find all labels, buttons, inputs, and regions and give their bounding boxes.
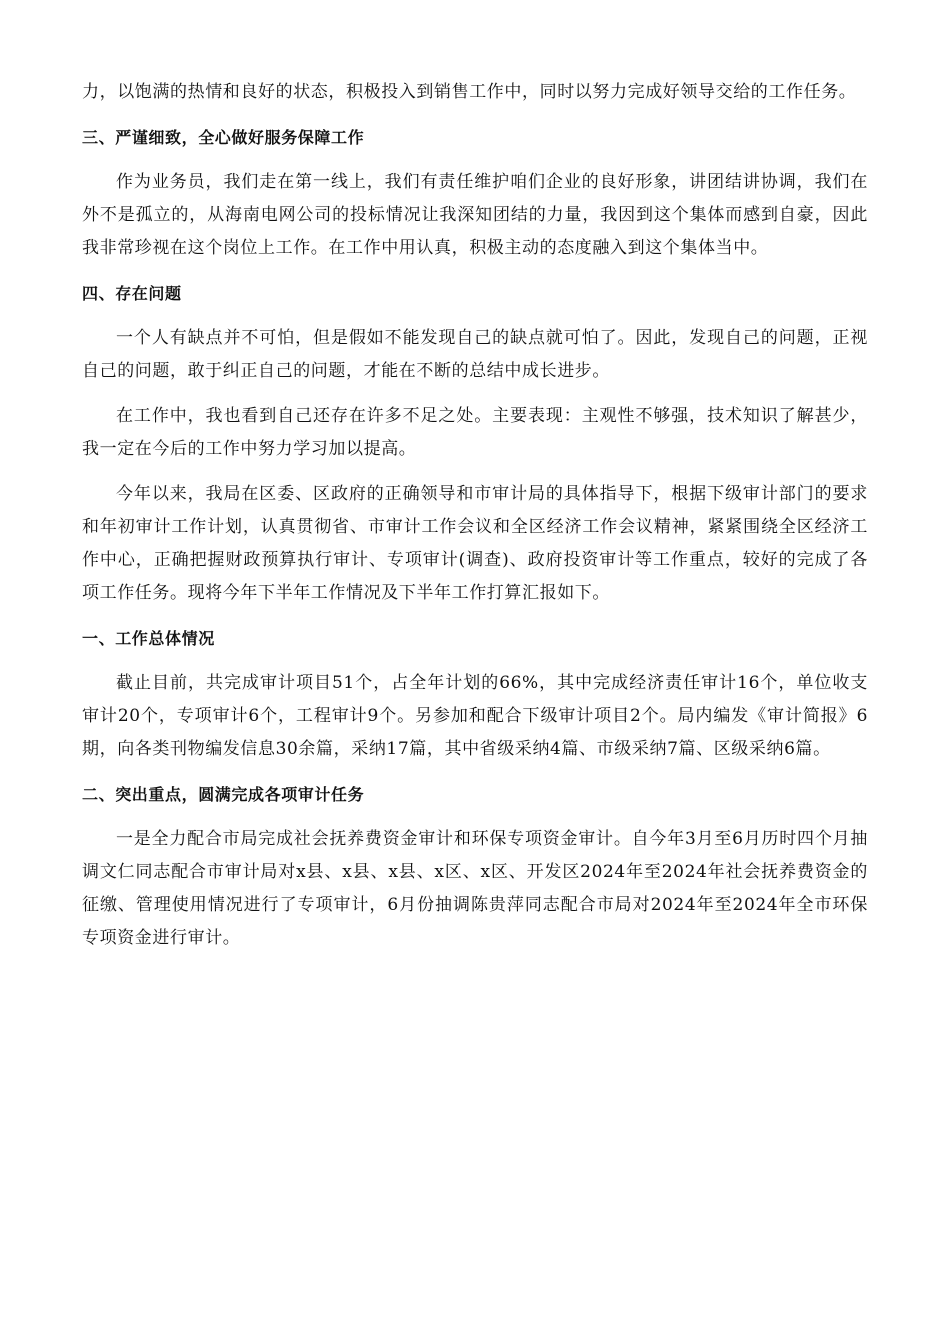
- paragraph-continuation: 力，以饱满的热情和良好的状态，积极投入到销售工作中，同时以努力完成好领导交给的工作任务。: [82, 82, 857, 102]
- document-page: [82, 76, 868, 967]
- section-heading-problems: 四、存在问题: [82, 284, 182, 303]
- paragraph-service: 作为业务员，我们走在第一线上，我们有责任维护咱们企业的良好形象，讲团结讲协调，我们在外不是孤立的，从海南电网公司的投标情况让我深知团结的力量，我因到这个集体而感到自豪，因此我非常珍视在这个岗位上工作。在工作中用认真，积极主动的态度融入到这个集体当中。: [82, 172, 868, 258]
- paragraph-shortcomings: 一个人有缺点并不可怕，但是假如不能发现自己的缺点就可怕了。因此，发现自己的问题，正视自己的问题，敢于纠正自己的问题，才能在不断的总结中成长进步。: [82, 328, 868, 381]
- paragraph-overview: 截止目前，共完成审计项目51个，占全年计划的66%，其中完成经济责任审计16个，单位收支审计20个，专项审计6个，工程审计9个。另参加和配合下级审计项目2个。局内编发《审计简报》6期，向各类刊物编发信息30余篇，采纳17篇，其中省级采纳4篇、市级采纳7篇、区级采纳6篇。: [82, 673, 868, 759]
- paragraph-audit-intro: 今年以来，我局在区委、区政府的正确领导和市审计局的具体指导下，根据下级审计部门的要求和年初审计工作计划，认真贯彻省、市审计工作会议和全区经济工作会议精神，紧紧围绕全区经济工作中心，正确把握财政预算执行审计、专项审计(调查)、政府投资审计等工作重点，较好的完成了各项工作任务。现将今年下半年工作情况及下半年工作打算汇报如下。: [82, 484, 868, 603]
- paragraph-key-tasks: 一是全力配合市局完成社会抚养费资金审计和环保专项资金审计。自今年3月至6月历时四个月抽调文仁同志配合市审计局对x县、x县、x县、x区、x区、开发区2024年至2024年社会抚养费资金的征缴、管理使用情况进行了专项审计，6月份抽调陈贵萍同志配合市局对2024年至2024年全市环保专项资金进行审计。: [82, 829, 868, 948]
- paragraph-shortcomings-detail: 在工作中，我也看到自己还存在许多不足之处。主要表现：主观性不够强，技术知识了解甚少，我一定在今后的工作中努力学习加以提高。: [82, 406, 868, 459]
- section-heading-overview: 一、工作总体情况: [82, 629, 215, 648]
- section-heading-key-tasks: 二、突出重点，圆满完成各项审计任务: [82, 785, 365, 804]
- section-heading-service: 三、严谨细致，全心做好服务保障工作: [82, 128, 365, 147]
